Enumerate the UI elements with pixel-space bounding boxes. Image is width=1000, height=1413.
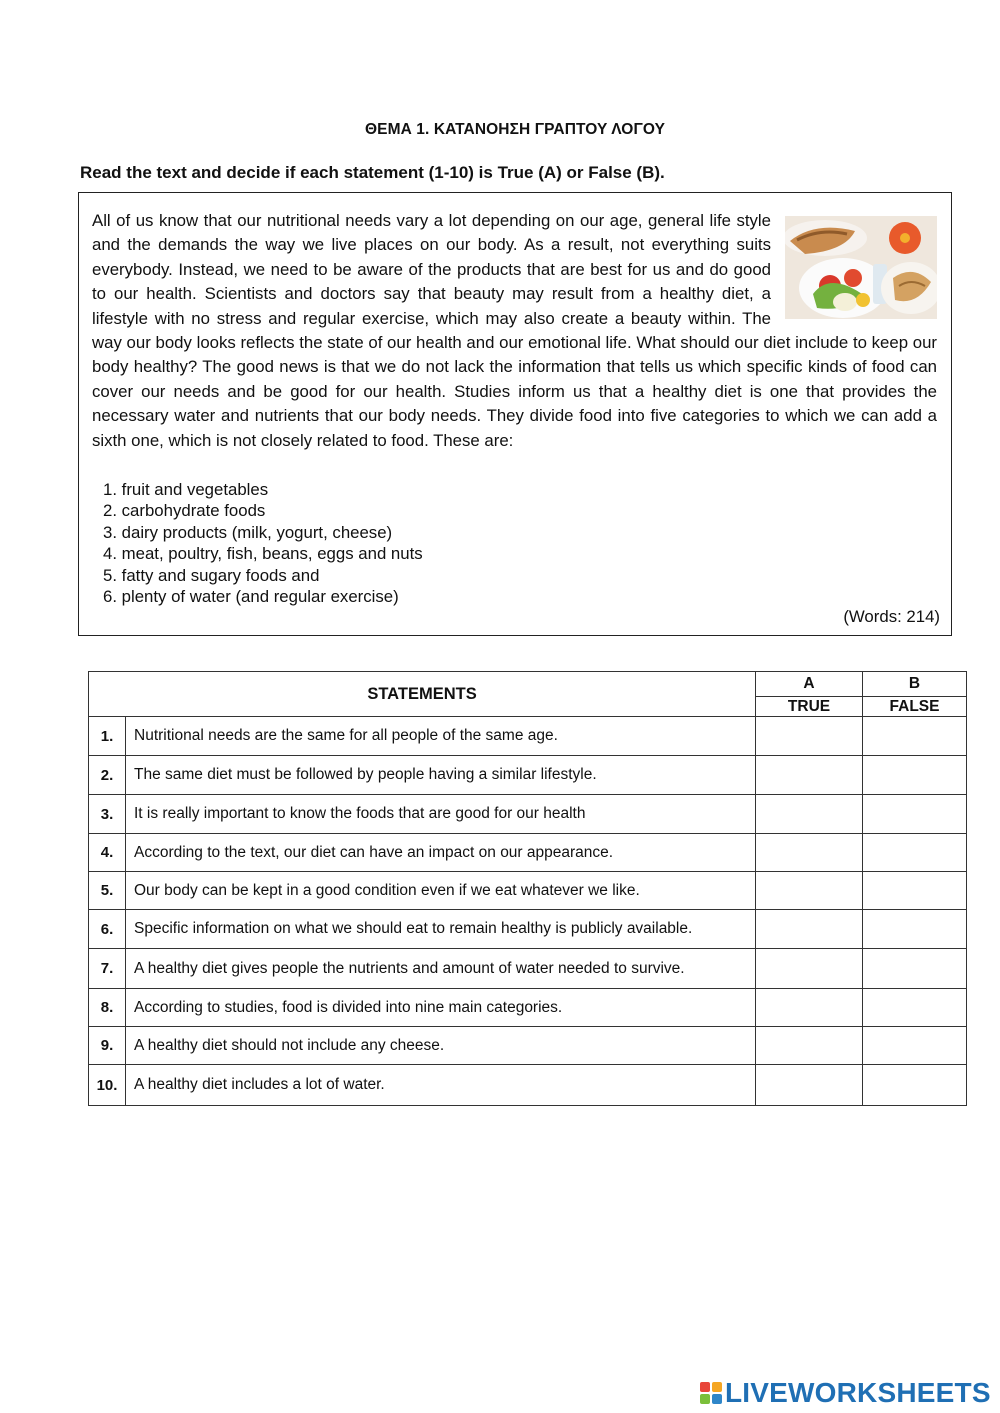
answer-false-cell[interactable] (863, 834, 967, 872)
answer-true-cell[interactable] (756, 795, 863, 834)
statement-text: Our body can be kept in a good condition even if we eat whatever we like. (126, 872, 756, 910)
statement-text: A healthy diet should not include any cheese. (126, 1027, 756, 1065)
passage-text: All of us know that our nutritional needs vary a lot depending on our age, general life style and the demands the way we live places on our body. As a result, not everything suits everybody. Instead, we need to be aware of the products that are best for us and do good to our health. Scientists and doctors say that beauty may result from a healthy diet, a lifestyle with no stress and regular exercise, which may also create a beauty within. The way our body looks reflects the state of our health and our emotional life. What should our diet include to keep our body healthy? The good news is that we do not lack the information that tells us which specific kinds of food can cover our needs and be good for our health. Studies inform us that a healthy diet is one that provides the necessary water and nutrients that our body needs. They divide food into five categories to which we can add a sixth one, which is not closely related to food. These are: (92, 211, 937, 450)
list-item: 2. carbohydrate foods (103, 501, 266, 521)
answer-false-cell[interactable] (863, 949, 967, 989)
word-count: (Words: 214) (843, 607, 940, 626)
statement-number: 10. (89, 1065, 126, 1106)
table-row (89, 910, 967, 949)
statement-text: Nutritional needs are the same for all people of the same age. (126, 717, 756, 756)
statement-number: 3. (89, 795, 126, 834)
statement-text: It is really important to know the foods that are good for our health (126, 795, 756, 834)
statement-number: 6. (89, 910, 126, 949)
column-a-header: A (756, 672, 863, 697)
statement-text: According to the text, our diet can have an impact on our appearance. (126, 834, 756, 872)
table-row (89, 717, 967, 756)
list-item: 5. fatty and sugary foods and (103, 565, 320, 585)
answer-true-cell[interactable] (756, 872, 863, 910)
statement-number: 5. (89, 872, 126, 910)
liveworksheets-logo (700, 1378, 991, 1408)
list-item: 1. fruit and vegetables (103, 480, 269, 499)
answer-true-cell[interactable] (756, 717, 863, 756)
list-item: 3. dairy products (milk, yogurt, cheese) (103, 522, 393, 542)
statement-text: A healthy diet gives people the nutrients and amount of water needed to survive. (126, 949, 756, 989)
answer-true-cell[interactable] (756, 949, 863, 989)
column-b-header: B (863, 672, 967, 697)
statements-table (88, 671, 967, 1106)
statement-number: 4. (89, 834, 126, 872)
logo-icon (700, 1382, 722, 1404)
table-row (89, 1027, 967, 1065)
statement-text: A healthy diet includes a lot of water. (126, 1065, 756, 1106)
answer-false-cell[interactable] (863, 872, 967, 910)
table-row (89, 834, 967, 872)
answer-false-cell[interactable] (863, 1027, 967, 1065)
logo-text: LIVEWORKSHEETS (725, 1377, 991, 1408)
table-row (89, 989, 967, 1027)
statement-text: According to studies, food is divided into nine main categories. (126, 989, 756, 1027)
answer-false-cell[interactable] (863, 795, 967, 834)
true-label: TRUE (756, 697, 863, 717)
list-item: 6. plenty of water (and regular exercise) (103, 587, 399, 607)
reading-passage (92, 209, 937, 453)
answer-true-cell[interactable] (756, 1065, 863, 1106)
table-row (89, 872, 967, 910)
table-row (89, 949, 967, 989)
statement-number: 2. (89, 756, 126, 795)
answer-true-cell[interactable] (756, 834, 863, 872)
false-label: FALSE (863, 697, 967, 717)
table-row (89, 1065, 967, 1106)
answer-false-cell[interactable] (863, 989, 967, 1027)
answer-false-cell[interactable] (863, 756, 967, 795)
list-item: 4. meat, poultry, fish, beans, eggs and nuts (103, 544, 423, 564)
statement-number: 8. (89, 989, 126, 1027)
answer-false-cell[interactable] (863, 910, 967, 949)
statement-number: 1. (89, 717, 126, 756)
answer-false-cell[interactable] (863, 717, 967, 756)
answer-false-cell[interactable] (863, 1065, 967, 1106)
answer-true-cell[interactable] (756, 756, 863, 795)
statement-number: 9. (89, 1027, 126, 1065)
food-photo (785, 216, 937, 319)
answer-true-cell[interactable] (756, 1027, 863, 1065)
statement-text: The same diet must be followed by people having a similar lifestyle. (126, 756, 756, 795)
table-row (89, 795, 967, 834)
statement-text: Specific information on what we should eat to remain healthy is publicly available. (126, 910, 756, 949)
instructions: Read the text and decide if each statement (1-10) is True (A) or False (B). (80, 163, 665, 182)
statement-number: 7. (89, 949, 126, 989)
answer-true-cell[interactable] (756, 989, 863, 1027)
food-category-list (103, 479, 423, 607)
statements-header: STATEMENTS (89, 672, 756, 717)
table-row (89, 756, 967, 795)
page-title: ΘΕΜΑ 1. ΚΑΤΑΝΟΗΣΗ ΓΡΑΠΤΟΥ ΛΟΓΟΥ (365, 121, 666, 138)
answer-true-cell[interactable] (756, 910, 863, 949)
